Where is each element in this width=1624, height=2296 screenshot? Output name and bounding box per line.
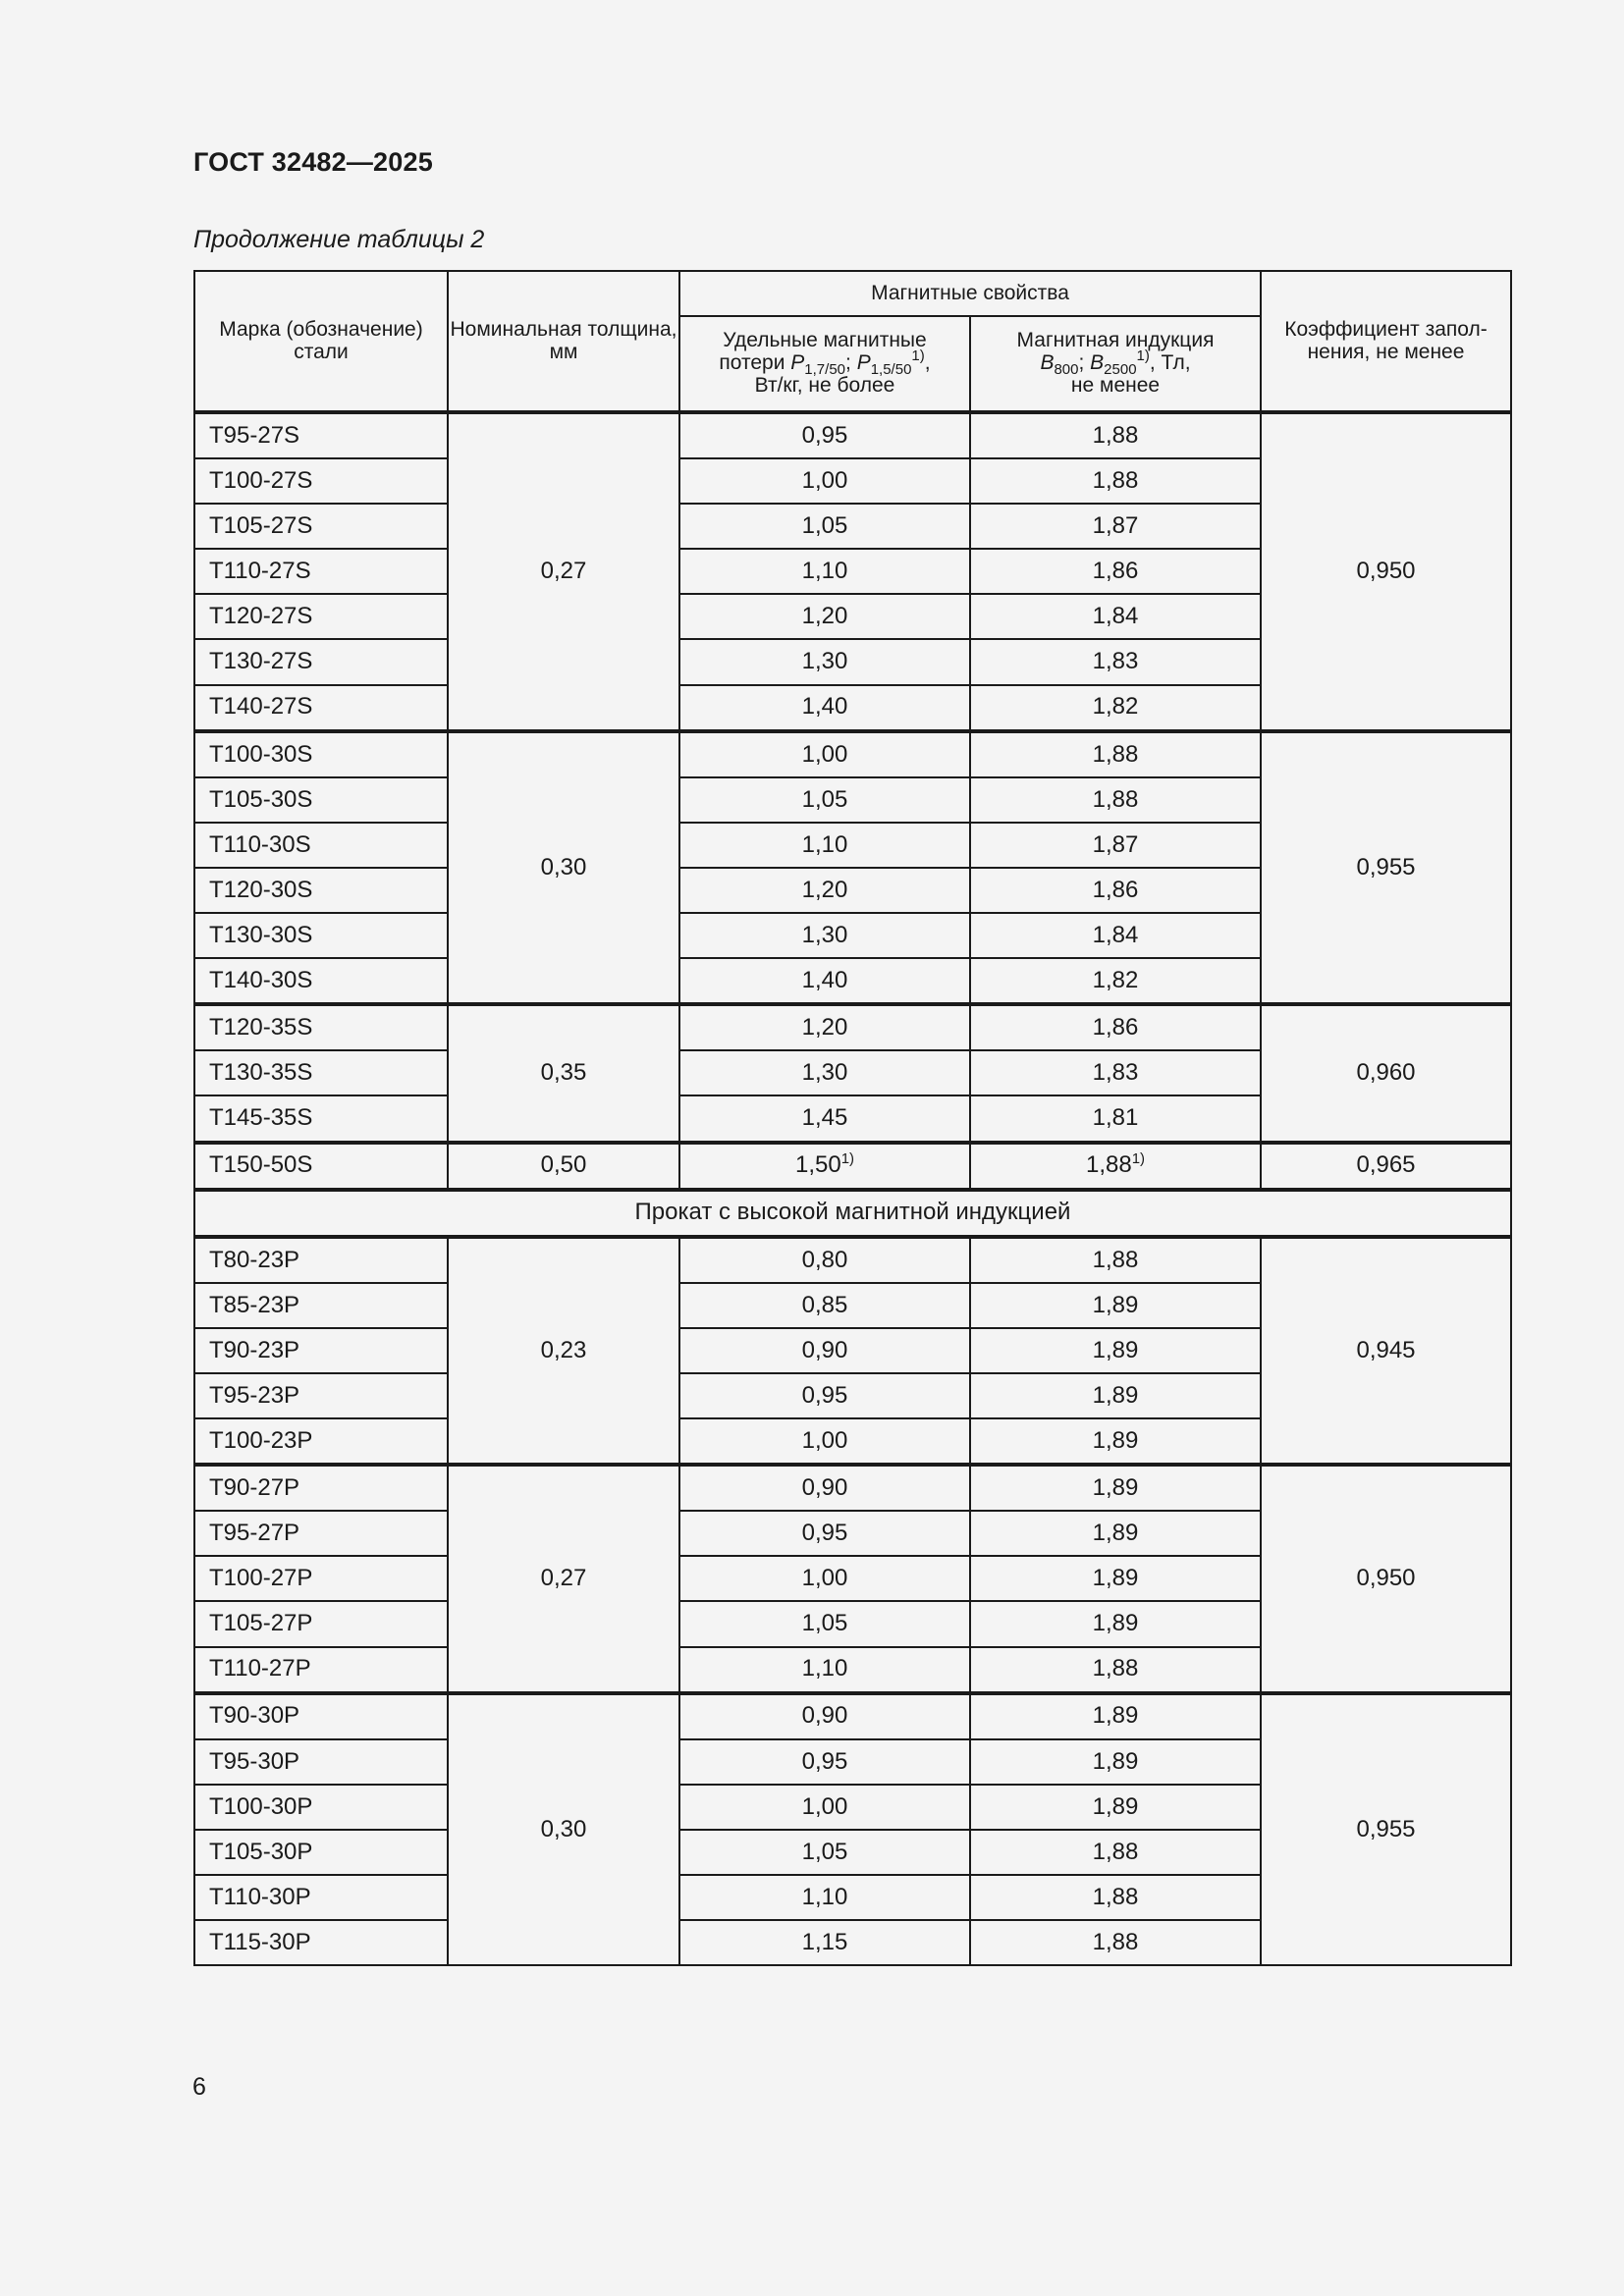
cell-specific-loss: 1,00 [679,1785,970,1830]
cell-specific-loss: 1,05 [679,1601,970,1646]
cell-magnetic-induction: 1,84 [970,913,1261,958]
cell-specific-loss: 1,30 [679,913,970,958]
cell-grade: T95-30P [194,1739,448,1785]
cell-grade: T115-30P [194,1920,448,1965]
cell-grade: T145-35S [194,1095,448,1142]
cell-magnetic-induction: 1,88 [970,1875,1261,1920]
cell-thickness: 0,27 [448,1465,679,1692]
cell-grade: T80-23P [194,1237,448,1283]
cell-magnetic-induction: 1,83 [970,639,1261,684]
cell-magnetic-induction: 1,89 [970,1465,1261,1511]
header-thickness: Номинальная толщина, мм [448,271,679,412]
page-number: 6 [192,2073,206,2101]
cell-magnetic-induction: 1,89 [970,1283,1261,1328]
cell-specific-loss: 1,00 [679,1418,970,1465]
cell-specific-loss: 1,30 [679,1050,970,1095]
table-row [194,412,1511,458]
table-body [194,412,1511,1965]
cell-grade: T100-30S [194,731,448,777]
cell-specific-loss: 1,10 [679,823,970,868]
cell-grade: T95-23P [194,1373,448,1418]
cell-grade: T85-23P [194,1283,448,1328]
table-row [194,1693,1511,1739]
table-header [194,271,1511,412]
cell-magnetic-induction: 1,86 [970,868,1261,913]
cell-grade: T90-23P [194,1328,448,1373]
cell-grade: T110-27S [194,549,448,594]
cell-magnetic-induction: 1,84 [970,594,1261,639]
cell-grade: T100-23P [194,1418,448,1465]
cell-magnetic-induction: 1,87 [970,823,1261,868]
cell-specific-loss: 1,10 [679,1875,970,1920]
cell-grade: T110-27P [194,1647,448,1693]
cell-specific-loss: 1,00 [679,731,970,777]
section-title: Прокат с высокой магнитной индукцией [194,1190,1511,1237]
header-specific-losses: Удельные магнитные потери $P_{1,7/50}$; $P_{1,5/50}^{1)}$, Вт/кг, не более [679,316,970,412]
table-row [194,1237,1511,1283]
cell-grade: T105-27P [194,1601,448,1646]
cell-specific-loss: 0,90 [679,1328,970,1373]
cell-specific-loss: 1,00 [679,458,970,504]
cell-fill-factor: 0,950 [1261,1465,1511,1692]
cell-specific-loss: 1,05 [679,777,970,823]
cell-fill-factor: 0,950 [1261,412,1511,731]
cell-grade: T100-30P [194,1785,448,1830]
cell-magnetic-induction: 1,88 [970,1920,1261,1965]
cell-specific-loss: 1,40 [679,958,970,1004]
cell-fill-factor: 0,955 [1261,1693,1511,1966]
cell-grade: T95-27P [194,1511,448,1556]
cell-grade: T90-30P [194,1693,448,1739]
cell-specific-loss: 1,40 [679,685,970,731]
cell-specific-loss: 1,05 [679,504,970,549]
cell-specific-loss: 0,85 [679,1283,970,1328]
cell-grade: T100-27P [194,1556,448,1601]
cell-magnetic-induction: 1,87 [970,504,1261,549]
table-caption: Продолжение таблицы 2 [193,226,485,253]
cell-specific-loss: 1,20 [679,1004,970,1050]
cell-magnetic-induction: 1,89 [970,1785,1261,1830]
cell-specific-loss: 0,80 [679,1237,970,1283]
cell-thickness: 0,23 [448,1237,679,1465]
cell-magnetic-induction: 1,89 [970,1556,1261,1601]
cell-specific-loss: 1,30 [679,639,970,684]
cell-magnetic-induction: 1,89 [970,1511,1261,1556]
cell-grade: T90-27P [194,1465,448,1511]
cell-fill-factor: 0,960 [1261,1004,1511,1142]
cell-magnetic-induction: 1,86 [970,549,1261,594]
cell-grade: T140-27S [194,685,448,731]
document-code: ГОСТ 32482—2025 [193,147,433,177]
cell-grade: T120-27S [194,594,448,639]
cell-grade: T120-30S [194,868,448,913]
cell-thickness: 0,35 [448,1004,679,1142]
table-row [194,1143,1511,1190]
section-row [194,1190,1511,1237]
cell-magnetic-induction: 1,89 [970,1693,1261,1739]
cell-thickness: 0,30 [448,1693,679,1966]
cell-specific-loss: 0,95 [679,1373,970,1418]
cell-grade: T105-27S [194,504,448,549]
cell-magnetic-induction: 1,81 [970,1095,1261,1142]
cell-thickness: 0,27 [448,412,679,731]
cell-grade: T130-35S [194,1050,448,1095]
cell-specific-loss: 1,10 [679,1647,970,1693]
table-row [194,1004,1511,1050]
cell-magnetic-induction: 1,89 [970,1418,1261,1465]
cell-magnetic-induction: 1,88 [970,458,1261,504]
cell-specific-loss: 1,15 [679,1920,970,1965]
cell-magnetic-induction: 1,89 [970,1739,1261,1785]
cell-grade: T130-30S [194,913,448,958]
cell-specific-loss: 1,00 [679,1556,970,1601]
cell-specific-loss: 0,95 [679,1511,970,1556]
cell-grade: T130-27S [194,639,448,684]
cell-magnetic-induction: 1,89 [970,1601,1261,1646]
cell-fill-factor: 0,955 [1261,731,1511,1005]
cell-specific-loss: 0,95 [679,1739,970,1785]
cell-magnetic-induction: 1,89 [970,1373,1261,1418]
cell-specific-loss: 1,20 [679,868,970,913]
header-grade: Марка (обозначение) стали [194,271,448,412]
cell-fill-factor: 0,965 [1261,1143,1511,1190]
cell-magnetic-induction: 1,88 [970,1647,1261,1693]
cell-magnetic-induction: 1,88 [970,1830,1261,1875]
cell-grade: T110-30S [194,823,448,868]
cell-magnetic-induction: 1,86 [970,1004,1261,1050]
cell-grade: T105-30P [194,1830,448,1875]
cell-specific-loss: 1,10 [679,549,970,594]
cell-magnetic-induction: 1,88 [970,731,1261,777]
cell-grade: T95-27S [194,412,448,458]
header-fill-factor: Коэффициент запол-нения, не менее [1261,271,1511,412]
cell-magnetic-induction: 1,82 [970,685,1261,731]
cell-specific-loss: 0,90 [679,1693,970,1739]
cell-grade: T105-30S [194,777,448,823]
cell-grade: T140-30S [194,958,448,1004]
cell-magnetic-induction: 1,82 [970,958,1261,1004]
cell-grade: T110-30P [194,1875,448,1920]
cell-magnetic-induction: 1,88 [970,1237,1261,1283]
cell-grade: T150-50S [194,1143,448,1190]
header-magnetic-properties: Магнитные свойства [679,271,1261,316]
cell-fill-factor: 0,945 [1261,1237,1511,1465]
cell-magnetic-induction: 1,88$^{1)}$ [970,1143,1261,1190]
cell-specific-loss: 1,45 [679,1095,970,1142]
cell-grade: T100-27S [194,458,448,504]
cell-thickness: 0,30 [448,731,679,1005]
cell-grade: T120-35S [194,1004,448,1050]
magnetic-properties-table [193,270,1512,1966]
cell-thickness: 0,50 [448,1143,679,1190]
cell-specific-loss: 1,50$^{1)}$ [679,1143,970,1190]
cell-specific-loss: 0,90 [679,1465,970,1511]
cell-specific-loss: 0,95 [679,412,970,458]
cell-magnetic-induction: 1,83 [970,1050,1261,1095]
cell-specific-loss: 1,20 [679,594,970,639]
table-row [194,731,1511,777]
cell-magnetic-induction: 1,88 [970,777,1261,823]
cell-magnetic-induction: 1,89 [970,1328,1261,1373]
header-magnetic-induction: Магнитная индукция $B_{800}$; $B_{2500}^{1)}$, Тл, не менее [970,316,1261,412]
table-row [194,1465,1511,1511]
cell-magnetic-induction: 1,88 [970,412,1261,458]
cell-specific-loss: 1,05 [679,1830,970,1875]
